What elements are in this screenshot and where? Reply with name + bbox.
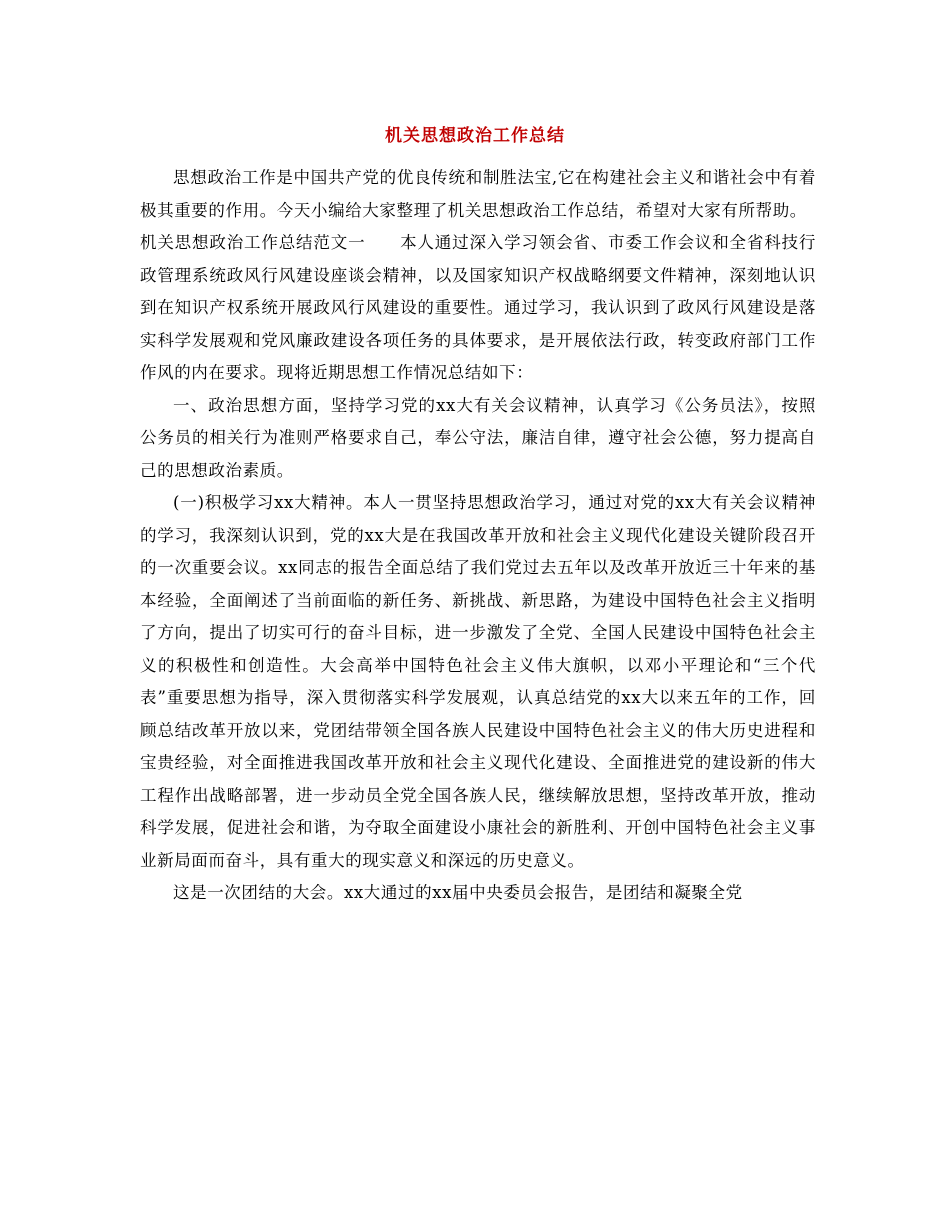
subsection-one-paragraph: (一)积极学习xx大精神。本人一贯坚持思想政治学习，通过对党的xx大有关会议精神的学习，我深刻认识到，党的xx大是在我国改革开放和社会主义现代化建设关键阶段召开的一次重要会议。xx同志的报告全面总结了我们党过去五年以及改革开放近三十年来的基本经验，全面阐述了当前面临的新任务、新挑战、新思路，为建设中国特色社会主义指明了方向，提出了切实可行的奋斗目标，进一步激发了全党、全国人民建设中国特色社会主义的积极性和创造性。大会高举中国特色社会主义伟大旗帜，以邓小平理论和“三个代表”重要思想为指导，深入贯彻落实科学发展观，认真总结党的xx大以来五年的工作，回顾总结改革开放以来，党团结带领全国各族人民建设中国特色社会主义的伟大历史进程和宝贵经验，对全面推进我国改革开放和社会主义现代化建设、全面推进党的建设新的伟大工程作出战略部署，进一步动员全党全国各族人民，继续解放思想，坚持改革开放，推动科学发展，促进社会和谐，为夺取全面建设小康社会的新胜利、开创中国特色社会主义事业新局面而奋斗，具有重大的现实意义和深远的历史意义。 (140, 493, 816, 870)
unity-paragraph: 这是一次团结的大会。xx大通过的xx届中央委员会报告，是团结和凝聚全党 (173, 883, 743, 902)
intro-paragraph: 思想政治工作是中国共产党的优良传统和制胜法宝,它在构建社会主义和谐社会中有着极其重要的作用。今天小编给大家整理了机关思想政治工作总结，希望对大家有所帮助。 (140, 168, 816, 220)
section-one-paragraph: 一、政治思想方面，坚持学习党的xx大有关会议精神，认真学习《公务员法》，按照公务员的相关行为准则严格要求自己，奉公守法，廉洁自律，遵守社会公德，努力提高自己的思想政治素质。 (140, 395, 816, 480)
sample-one-paragraph: 机关思想政治工作总结范文一 本人通过深入学习领会省、市委工作会议和全省科技行政管理系统政风行风建设座谈会精神，以及国家知识产权战略纲要文件精神，深刻地认识到在知识产权系统开展政风行风建设的重要性。通过学习，我认识到了政风行风建设是落实科学发展观和党风廉政建设各项任务的具体要求，是开展依法行政，转变政府部门工作作风的内在要求。现将近期思想工作情况总结如下： (140, 233, 816, 382)
document-body (140, 162, 816, 910)
document-title: 机关思想政治工作总结 (385, 126, 565, 146)
